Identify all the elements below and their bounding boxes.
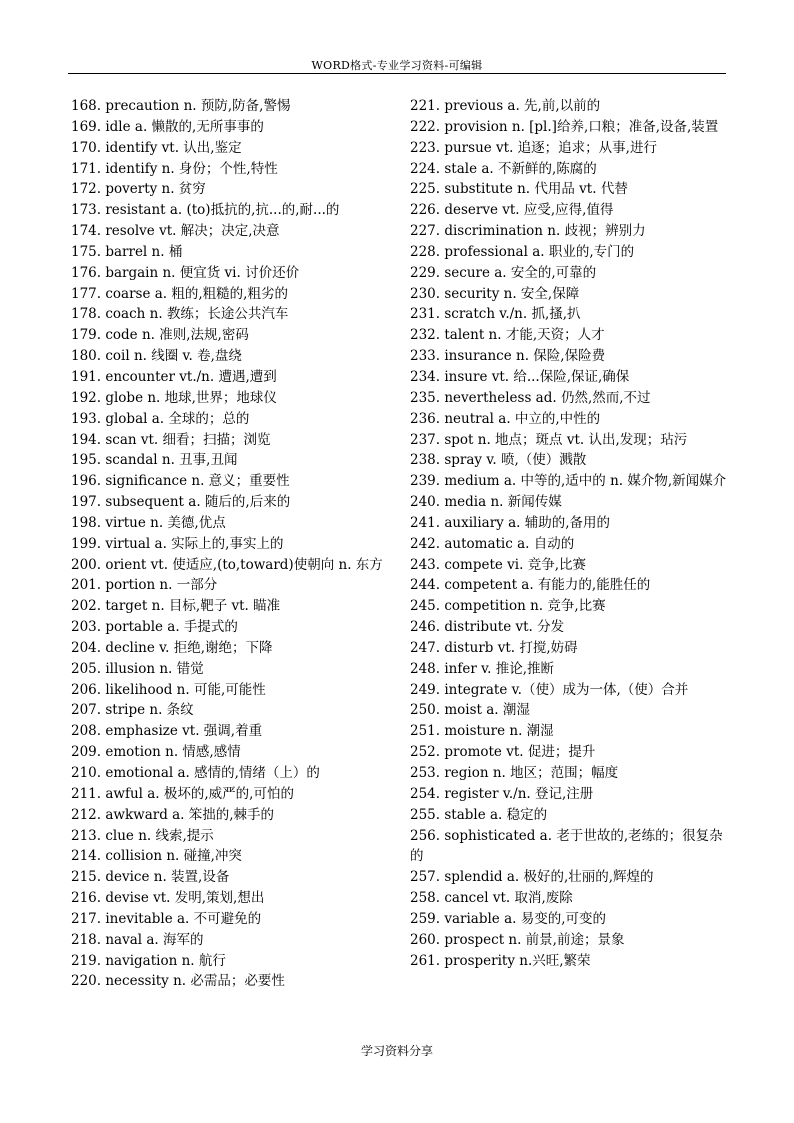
vocab-entry: 245. competition n. 竞争,比赛: [410, 598, 606, 615]
vocab-entry: 173. resistant a. (to)抵抗的,抗...的,耐...的: [71, 202, 340, 219]
vocab-entry: 207. stripe n. 条纹: [71, 702, 194, 719]
vocab-entry: 198. virtue n. 美德,优点: [71, 514, 226, 531]
vocab-entry: 224. stale a. 不新鲜的,陈腐的: [410, 160, 597, 177]
vocab-entry: 249. integrate v.（使）成为一体,（使）合并: [410, 681, 689, 698]
vocab-entry: 233. insurance n. 保险,保险费: [410, 348, 606, 365]
vocab-entry: 203. portable a. 手提式的: [71, 619, 238, 636]
vocab-entry: 179. code n. 准则,法规,密码: [71, 327, 249, 344]
vocab-entry: 251. moisture n. 潮湿: [410, 723, 554, 740]
vocab-entry: 252. promote vt. 促进；提升: [410, 744, 596, 761]
vocab-entry: 256. sophisticated a. 老于世故的,老练的；很复杂的: [410, 827, 723, 865]
vocab-entry: 231. scratch v./n. 抓,搔,扒: [410, 306, 581, 323]
vocab-entry: 259. variable a. 易变的,可变的: [410, 910, 607, 927]
vocab-entry: 240. media n. 新闻传媒: [410, 494, 562, 511]
vocab-entry: 218. naval a. 海军的: [71, 931, 204, 948]
vocab-entry: 175. barrel n. 桶: [71, 243, 183, 260]
vocab-entry: 174. resolve vt. 解决；决定,决意: [71, 223, 280, 240]
vocab-entry: 258. cancel vt. 取消,废除: [410, 890, 573, 907]
vocab-entry: 216. devise vt. 发明,策划,想出: [71, 890, 265, 907]
vocab-entry: 169. idle a. 懒散的,无所事事的: [71, 118, 264, 135]
vocab-entry: 227. discrimination n. 歧视；辨别力: [410, 223, 646, 240]
vocab-entry: 205. illusion n. 错觉: [71, 660, 204, 677]
vocab-entry: 211. awful a. 极坏的,威严的,可怕的: [71, 785, 294, 802]
vocab-entry: 237. spot n. 地点；斑点 vt. 认出,发现；玷污: [410, 431, 688, 448]
vocab-entry: 232. talent n. 才能,天资；人才: [410, 327, 605, 344]
vocab-entry: 260. prospect n. 前景,前途；景象: [410, 931, 625, 948]
vocab-entry: 178. coach n. 教练；长途公共汽车: [71, 306, 289, 323]
vocab-entry: 222. provision n. [pl.]给养,口粮；准备,设备,装置: [410, 118, 719, 135]
vocab-entry: 254. register v./n. 登记,注册: [410, 785, 594, 802]
vocab-entry: 255. stable a. 稳定的: [410, 806, 548, 823]
vocab-entry: 235. nevertheless ad. 仍然,然而,不过: [410, 389, 651, 406]
vocab-entry: 242. automatic a. 自动的: [410, 535, 575, 552]
vocab-entry: 168. precaution n. 预防,防备,警惕: [71, 98, 291, 114]
vocab-entry: 201. portion n. 一部分: [71, 577, 218, 594]
vocab-entry: 234. insure vt. 给...保险,保证,确保: [410, 368, 630, 385]
vocab-entry: 202. target n. 目标,靶子 vt. 瞄准: [71, 598, 281, 615]
vocab-entry: 172. poverty n. 贫穷: [71, 181, 206, 198]
page-header: WORD格式-专业学习资料-可编辑: [311, 59, 483, 72]
vocab-entry: 204. decline v. 拒绝,谢绝；下降: [71, 639, 273, 656]
vocab-entry: 257. splendid a. 极好的,壮丽的,辉煌的: [410, 869, 654, 886]
vocab-entry: 226. deserve vt. 应受,应得,值得: [410, 202, 614, 219]
vocab-entry: 200. orient vt. 使适应,(to,toward)使朝向 n. 东方: [71, 556, 383, 573]
header-rule: [68, 73, 726, 74]
vocab-entry: 212. awkward a. 笨拙的,棘手的: [71, 806, 275, 823]
vocab-entry: 225. substitute n. 代用品 vt. 代替: [410, 181, 628, 198]
vocab-entry: 214. collision n. 碰撞,冲突: [71, 848, 242, 865]
vocab-entry: 209. emotion n. 情感,感情: [71, 744, 241, 761]
vocab-entry: 241. auxiliary a. 辅助的,备用的: [410, 514, 611, 531]
vocab-entry: 177. coarse a. 粗的,粗糙的,粗劣的: [71, 285, 288, 302]
vocab-entry: 196. significance n. 意义；重要性: [71, 473, 290, 490]
vocab-entry: 210. emotional a. 感情的,情绪（上）的: [71, 765, 320, 781]
vocab-entry: 236. neutral a. 中立的,中性的: [410, 410, 601, 427]
vocab-entry: 192. globe n. 地球,世界；地球仪: [71, 389, 277, 406]
vocab-entry: 238. spray v. 喷,（使）溅散: [410, 452, 587, 469]
left-column: [71, 96, 389, 992]
page-footer: 学习资料分享: [360, 1044, 433, 1058]
vocab-entry: 170. identify vt. 认出,鉴定: [71, 139, 242, 156]
vocab-entry: 219. navigation n. 航行: [71, 952, 226, 969]
vocab-entry: 223. pursue vt. 追逐；追求；从事,进行: [410, 139, 657, 156]
vocab-entry: 229. secure a. 安全的,可靠的: [410, 264, 597, 281]
vocab-entry: 220. necessity n. 必需品；必要性: [71, 973, 285, 990]
vocab-entry: 239. medium a. 中等的,适中的 n. 媒介物,新闻媒介: [410, 473, 727, 490]
vocab-entry: 261. prosperity n.兴旺,繁荣: [410, 952, 591, 969]
vocab-entry: 250. moist a. 潮湿: [410, 702, 530, 719]
vocab-entry: 193. global a. 全球的；总的: [71, 410, 250, 427]
vocab-entry: 246. distribute vt. 分发: [410, 619, 565, 636]
vocab-entry: 230. security n. 安全,保障: [410, 285, 580, 302]
vocab-entry: 253. region n. 地区；范围；幅度: [410, 765, 619, 781]
vocab-entry: 171. identify n. 身份；个性,特性: [71, 160, 278, 177]
vocab-entry: 244. competent a. 有能力的,能胜任的: [410, 577, 651, 594]
vocab-entry: 213. clue n. 线索,提示: [71, 827, 214, 844]
vocab-entry: 215. device n. 装置,设备: [71, 869, 230, 886]
vocab-entry: 208. emphasize vt. 强调,着重: [71, 723, 263, 740]
vocab-entry: 228. professional a. 职业的,专门的: [410, 243, 635, 260]
vocab-entry: 248. infer v. 推论,推断: [410, 660, 554, 677]
vocab-entry: 243. compete vi. 竞争,比赛: [410, 556, 586, 573]
vocab-entry: 199. virtual a. 实际上的,事实上的: [71, 535, 284, 552]
vocab-entry: 247. disturb vt. 打搅,妨碍: [410, 639, 578, 656]
vocab-entry: 221. previous a. 先,前,以前的: [410, 98, 601, 114]
vocab-entry: 195. scandal n. 丑事,丑闻: [71, 452, 238, 469]
vocab-entry: 176. bargain n. 便宜货 vi. 讨价还价: [71, 264, 300, 281]
vocab-entry: 180. coil n. 线圈 v. 卷,盘绕: [71, 348, 242, 365]
vocab-entry: 191. encounter vt./n. 遭遇,遭到: [71, 368, 277, 385]
vocab-entry: 194. scan vt. 细看；扫描；浏览: [71, 431, 271, 448]
vocab-entry: 206. likelihood n. 可能,可能性: [71, 681, 266, 698]
vocab-entry: 197. subsequent a. 随后的,后来的: [71, 494, 291, 511]
vocab-entry: 217. inevitable a. 不可避免的: [71, 910, 262, 927]
right-column: [410, 96, 728, 971]
